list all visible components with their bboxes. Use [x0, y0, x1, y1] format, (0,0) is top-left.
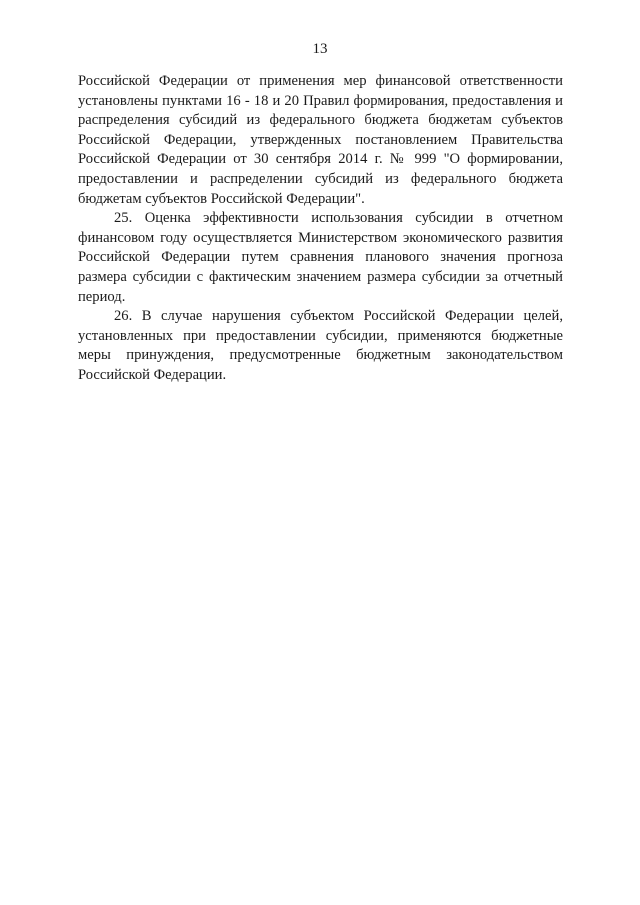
paragraph-26: 26. В случае нарушения субъектом Российской Федерации целей, установленных при предоставлении субсидии, применяются бюджетные меры принуждения, предусмотренные бюджетным законодательством Российской Федерации. — [78, 308, 563, 383]
paragraph-continuation: Российской Федерации от применения мер финансовой ответственности установлены пунктами 16 - 18 и 20 Правил формирования, предоставления и распределения субсидий из федерального бюджета бюджетам субъектов Российской Федерации, утвержденных постановлением Правительства Российской Федерации от 30 сентября 2014 г. № 999 "О формировании, предоставлении и распределении субсидий из федерального бюджета бюджетам субъектов Российской Федерации". — [78, 73, 563, 207]
page-number: 13 — [312, 41, 328, 57]
document-body — [78, 72, 563, 386]
paragraph-25: 25. Оценка эффективности использования субсидии в отчетном финансовом году осуществляется Министерством экономического развития Российской Федерации путем сравнения планового значения прогноза размера субсидии с фактическим значением размера субсидии за отчетный период. — [78, 210, 563, 305]
